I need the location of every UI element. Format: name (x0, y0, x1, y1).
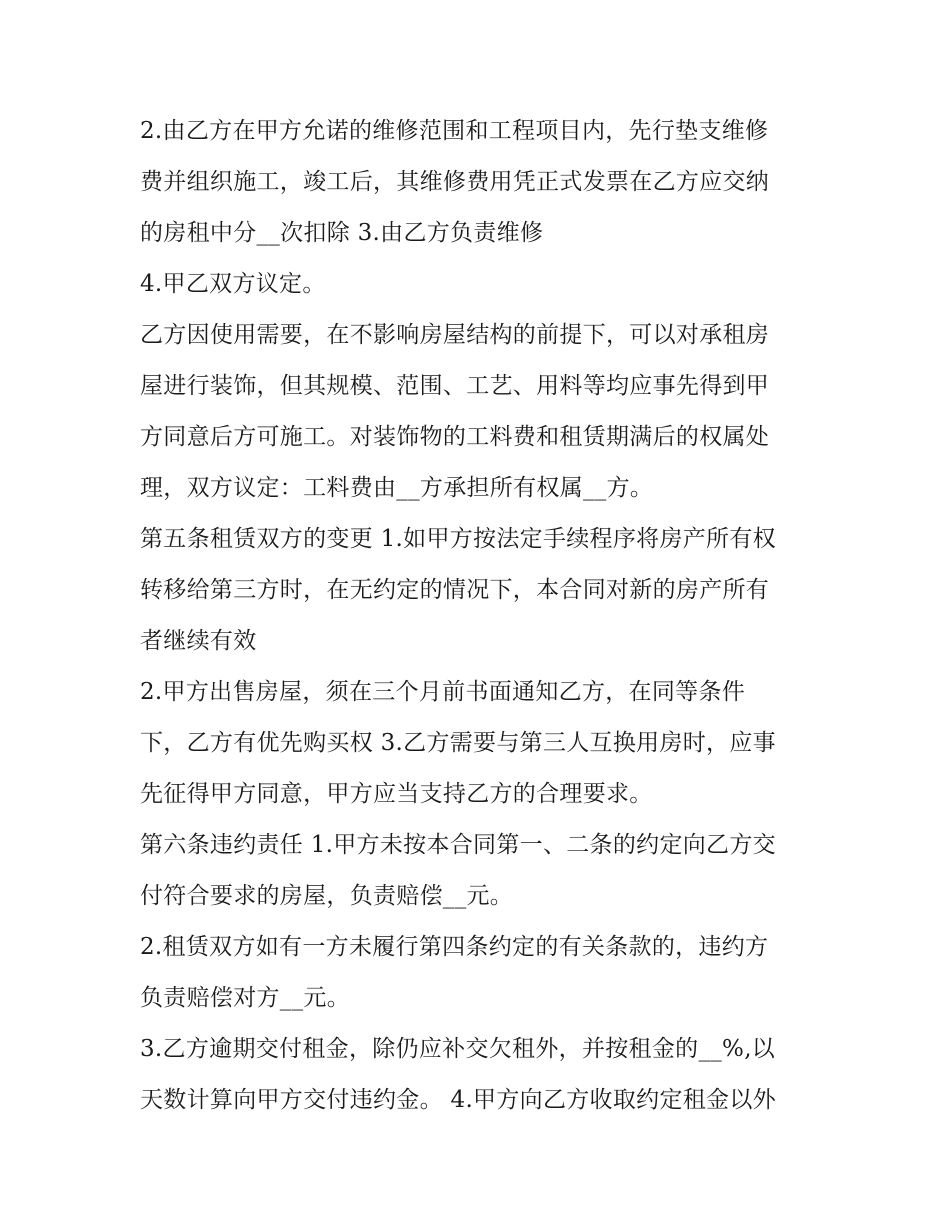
text-line: 费并组织施工，竣工后，其维修费用凭正式发票在乙方应交纳 (140, 169, 770, 195)
text-line: 付符合要求的房屋，负责赔偿__元。 (140, 883, 514, 909)
text-line: 2.租赁双方如有一方未履行第四条约定的有关条款的，违约方 (140, 934, 769, 960)
text-line: 2.甲方出售房屋，须在三个月前书面通知乙方，在同等条件 (140, 679, 746, 705)
text-line: 者继续有效 (140, 628, 257, 654)
text-line: 天数计算向甲方交付违约金。 4.甲方向乙方收取约定租金以外 (140, 1087, 776, 1113)
text-line: 第五条租赁双方的变更 1.如甲方按法定手续程序将房产所有权 (140, 526, 776, 552)
text-line: 的房租中分__次扣除 3.由乙方负责维修 (140, 220, 544, 246)
text-line: 方同意后方可施工。对装饰物的工料费和租赁期满后的权属处 (140, 424, 770, 450)
text-line: 4.甲乙双方议定。 (140, 271, 326, 297)
text-line: 屋进行装饰，但其规模、范围、工艺、用料等均应事先得到甲 (140, 373, 770, 399)
document-body (140, 106, 812, 1126)
text-line: 转移给第三方时，在无约定的情况下，本合同对新的房产所有 (140, 577, 770, 603)
text-line: 3.乙方逾期交付租金，除仍应补交欠租外，并按租金的__%,以 (140, 1036, 776, 1062)
text-line: 2.由乙方在甲方允诺的维修范围和工程项目内，先行垫支维修 (140, 118, 769, 144)
text-line: 第六条违约责任 1.甲方未按本合同第一、二条的约定向乙方交 (140, 832, 776, 858)
text-line: 负责赔偿对方__元。 (140, 985, 350, 1011)
text-line: 先征得甲方同意，甲方应当支持乙方的合理要求。 (140, 781, 653, 807)
text-line: 下，乙方有优先购买权 3.乙方需要与第三人互换用房时，应事 (140, 730, 776, 756)
text-line: 乙方因使用需要，在不影响房屋结构的前提下，可以对承租房 (140, 322, 770, 348)
text-line: 理，双方议定：工料费由__方承担所有权属__方。 (140, 475, 654, 501)
